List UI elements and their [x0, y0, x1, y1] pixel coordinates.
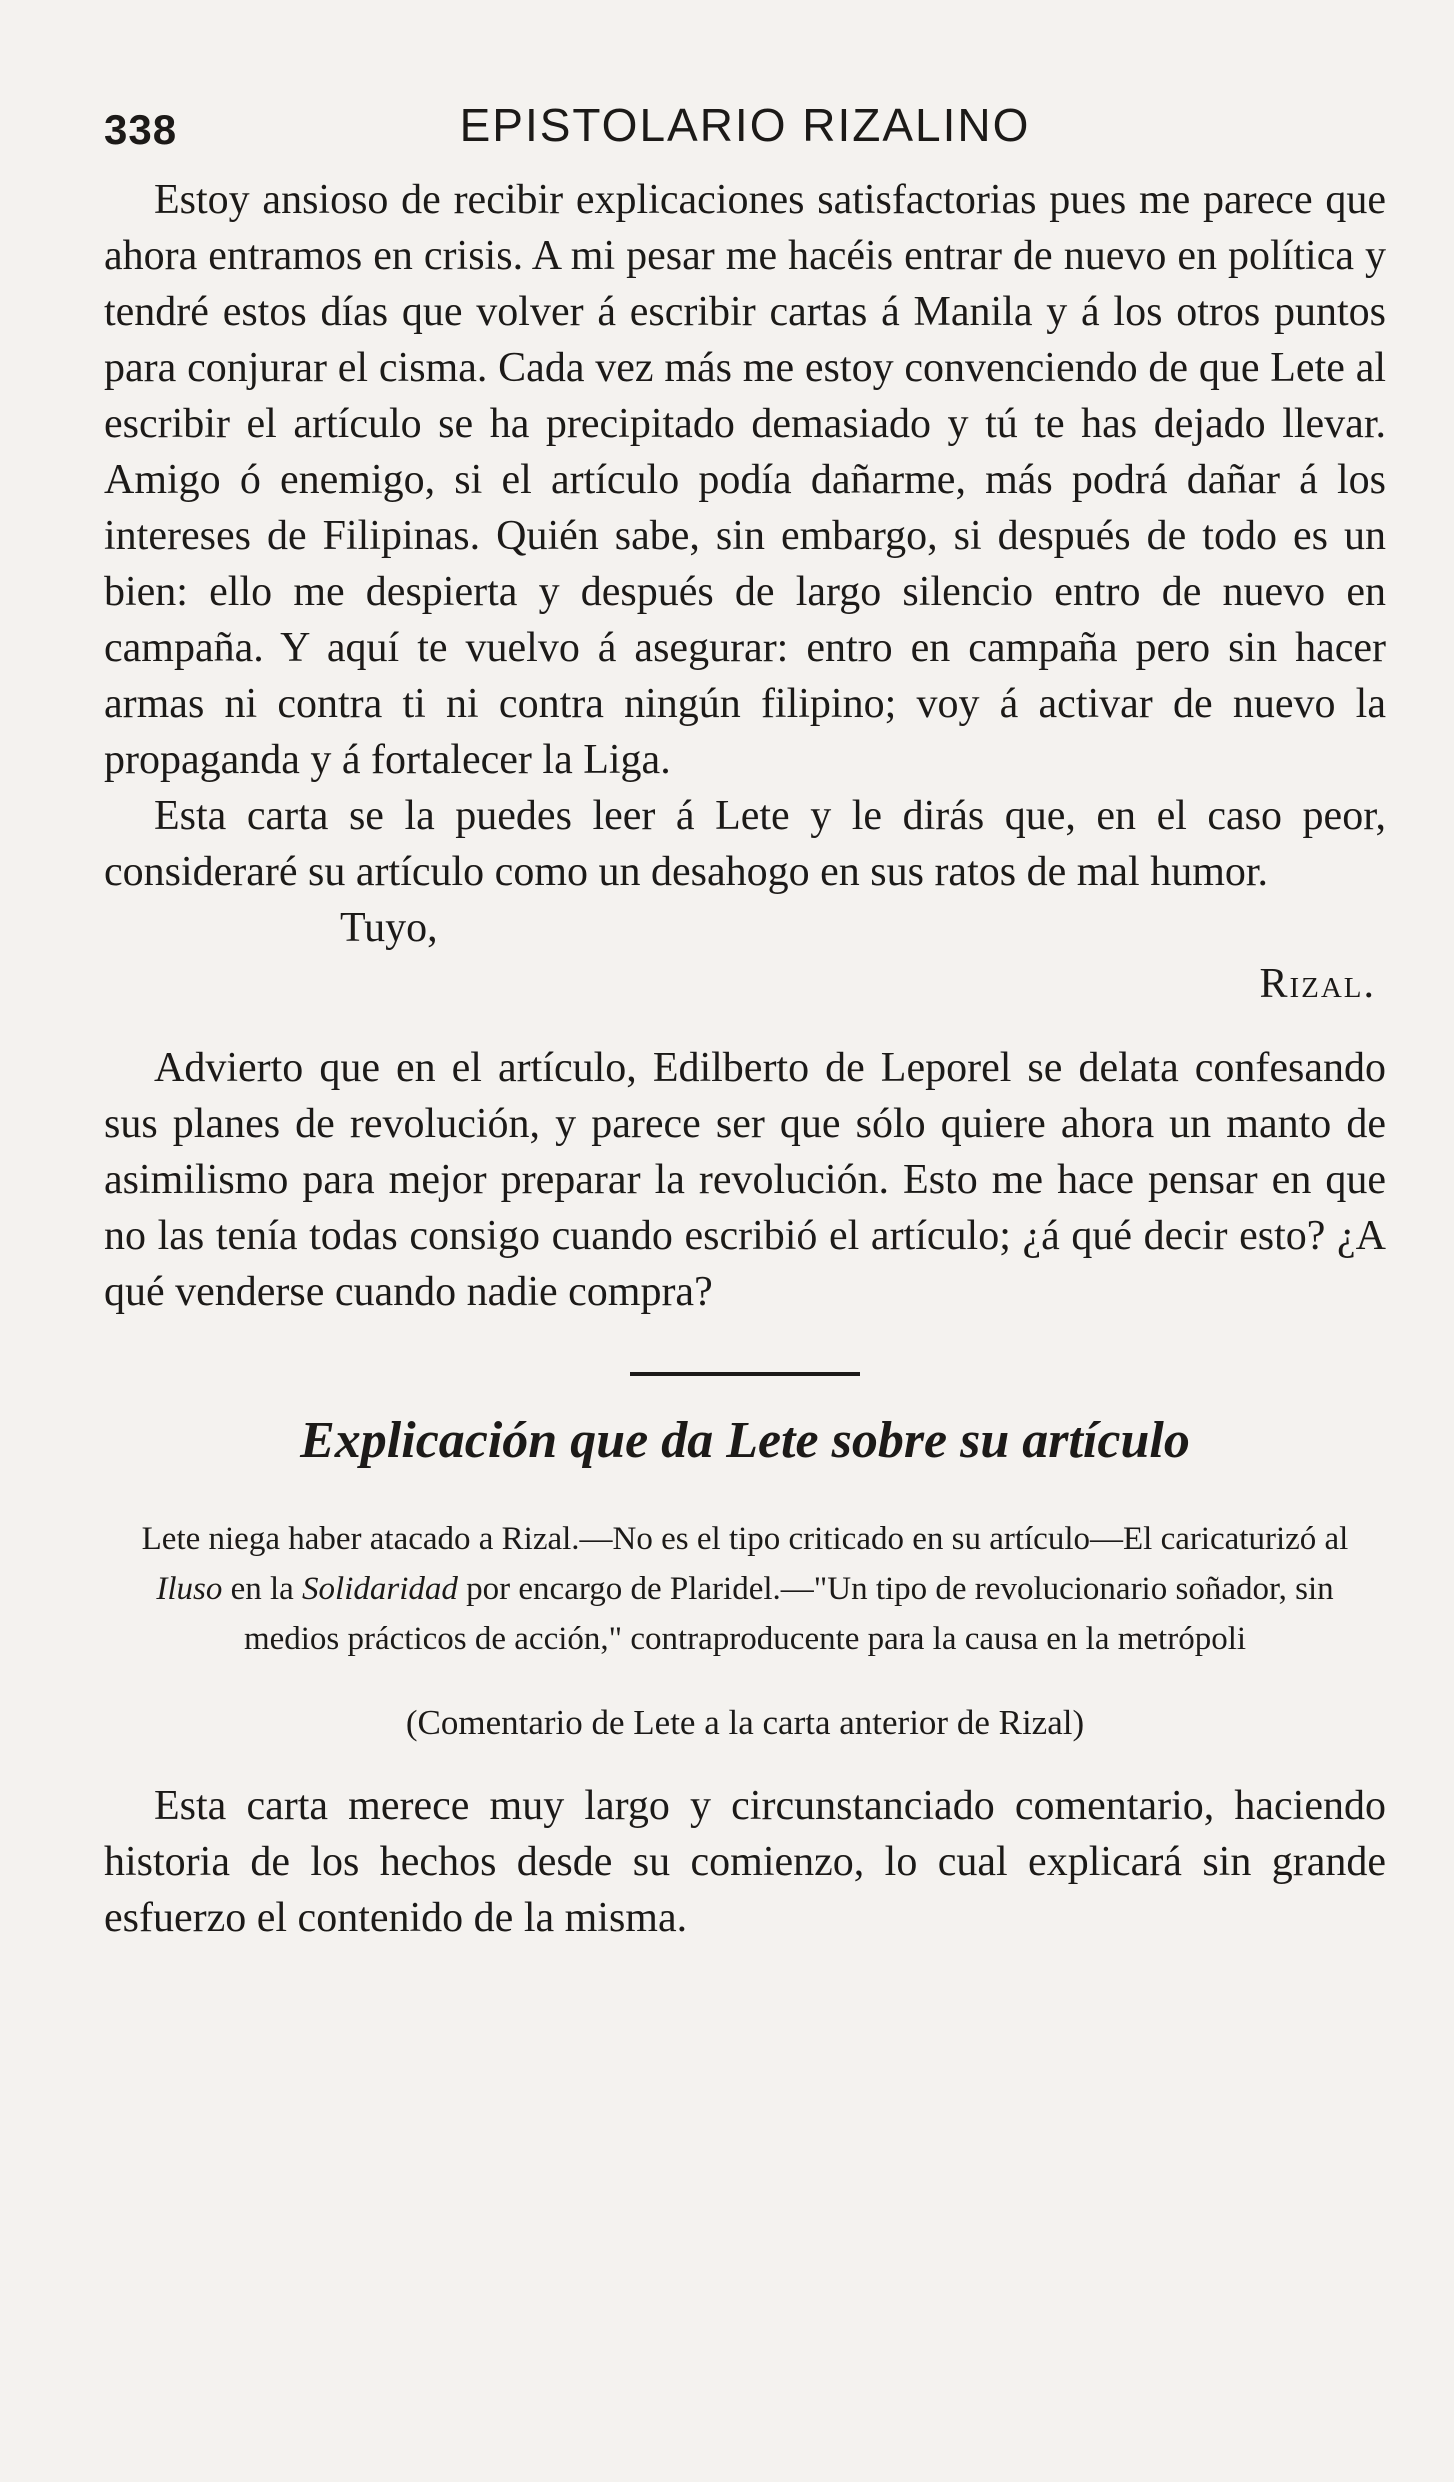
summary-italic-title: Solidaridad	[302, 1571, 458, 1607]
section-divider	[630, 1372, 860, 1376]
letter-postscript: Advierto que en el artículo, Edilberto de Leporel se delata confesando sus planes de revolución, y parece ser que sólo quiere ahora un manto de asimilismo para mejor preparar la revolución. Esto me hace pensar en que no las tenía todas consigo cuando escribió el artículo; ¿á qué decir esto? ¿A qué venderse cuando nadie compra?	[104, 1045, 1386, 1315]
summary-italic-title: Iluso	[156, 1571, 223, 1607]
page-number: 338	[104, 106, 178, 153]
summary-text: en la	[222, 1571, 303, 1607]
running-title: EPISTOLARIO RIZALINO	[459, 99, 1031, 151]
letter-paragraph: Esta carta se la puedes leer á Lete y le dirás que, en el caso peor, consideraré su artículo como un desahogo en sus ratos de mal humor.	[104, 793, 1386, 895]
commentary-body	[104, 1778, 1386, 1946]
letter-paragraph: Estoy ansioso de recibir explicaciones satisfactorias pues me parece que ahora entramos en crisis. A mi pesar me hacéis entrar de nuevo en política y tendré estos días que volver á escribir cartas á Manila y á los otros puntos para conjurar el cisma. Cada vez más me estoy convenciendo de que Lete al escribir el artículo se ha precipitado demasiado y tú te has dejado llevar. Amigo ó enemigo, si el artículo podía dañarme, más podrá dañar á los intereses de Filipinas. Quién sabe, sin embargo, si después de todo es un bien: ello me despierta y después de largo silencio entro de nuevo en campaña. Y aquí te vuelvo á asegurar: entro en campaña pero sin hacer armas ni contra ti ni contra ningún filipino; voy á activar de nuevo la propaganda y á fortalecer la Liga.	[104, 177, 1386, 783]
section-note: (Comentario de Lete a la carta anterior de Rizal)	[405, 1703, 1085, 1742]
letter-closing: Tuyo,	[340, 905, 438, 951]
section-title: Explicación que da Lete sobre su artículo	[300, 1412, 1190, 1469]
running-head	[104, 92, 1386, 172]
commentary-paragraph: Esta carta merece muy largo y circunstanciado comentario, haciendo historia de los hechos desde su comienzo, lo cual explicará sin grande esfuerzo el contenido de la misma.	[104, 1783, 1386, 1941]
section-summary	[110, 1514, 1380, 1664]
book-page	[104, 92, 1386, 1946]
summary-text: por encargo de Plaridel.—"Un tipo de revolucionario soñador, sin medios prácticos de acción," contraproducente para la causa en la metrópoli	[243, 1571, 1334, 1657]
letter-signature: Rizal.	[1259, 961, 1376, 1007]
letter-body	[104, 172, 1386, 1320]
summary-text: Lete niega haber atacado a Rizal.—No es el tipo criticado en su artículo—El caricaturizó al	[141, 1521, 1349, 1557]
